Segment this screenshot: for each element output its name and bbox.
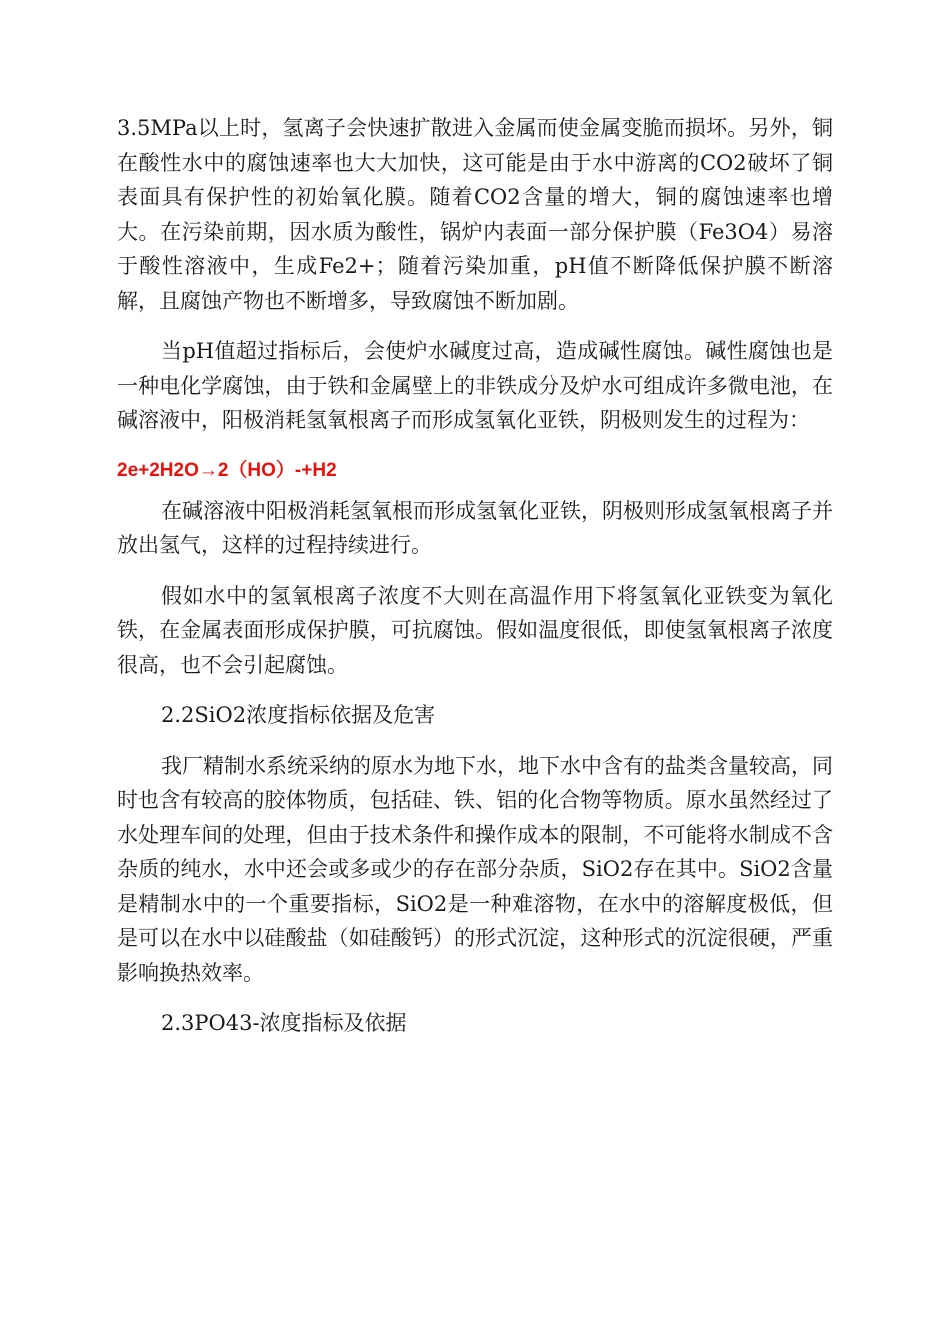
- cathode-reaction-formula: 2e+2H2O→2（HO）-+H2: [117, 459, 337, 481]
- paragraph-hydrogen-damage: 3.5MPa以上时，氢离子会快速扩散进入金属而使金属变脆而损坏。另外，铜在酸性水中的腐蚀速率也大大加快，这可能是由于水中游离的CO2破坏了铜表面具有保护性的初始氧化膜。随着CO2含量的增大，铜的腐蚀速率也增大。在污染前期，因水质为酸性，锅炉内表面一部分保护膜（Fe3O4）易溶于酸性溶液中，生成Fe2+；随着污染加重，pH值不断降低保护膜不断溶解，且腐蚀产物也不断增多，导致腐蚀不断加剧。: [117, 116, 833, 313]
- paragraph-cathode-process: 在碱溶液中阳极消耗氢氧根而形成氢氧化亚铁，阴极则形成氢氧根离子并放出氢气，这样的过程持续进行。: [117, 498, 833, 557]
- paragraph-sio2-source: 我厂精制水系统采纳的原水为地下水，地下水中含有的盐类含量较高，同时也含有较高的胶体物质，包括硅、铁、铝的化合物等物质。原水虽然经过了水处理车间的处理，但由于技术条件和操作成本的限制，不可能将水制成不含杂质的纯水，水中还会或多或少的存在部分杂质，SiO2存在其中。SiO2含量是精制水中的一个重要指标，SiO2是一种难溶物，在水中的溶解度极低，但是可以在水中以硅酸盐（如硅酸钙）的形式沉淀，这种形式的沉淀很硬，严重影响换热效率。: [117, 753, 833, 985]
- section-heading-sio2: 2.2SiO2浓度指标依据及危害: [161, 703, 436, 727]
- section-heading-po43: 2.3PO43-浓度指标及依据: [161, 1011, 407, 1035]
- document-body: [117, 111, 833, 1057]
- paragraph-alkaline-corrosion: 当pH值超过指标后，会使炉水碱度过高，造成碱性腐蚀。碱性腐蚀也是一种电化学腐蚀，由于铁和金属壁上的非铁成分及炉水可组成许多微电池，在碱溶液中，阳极消耗氢氧根离子而形成氢氧化亚铁，阴极则发生的过程为：: [117, 339, 833, 432]
- paragraph-protective-film: 假如水中的氢氧根离子浓度不大则在高温作用下将氢氧化亚铁变为氧化铁，在金属表面形成保护膜，可抗腐蚀。假如温度很低，即使氢氧根离子浓度很高，也不会引起腐蚀。: [117, 583, 833, 677]
